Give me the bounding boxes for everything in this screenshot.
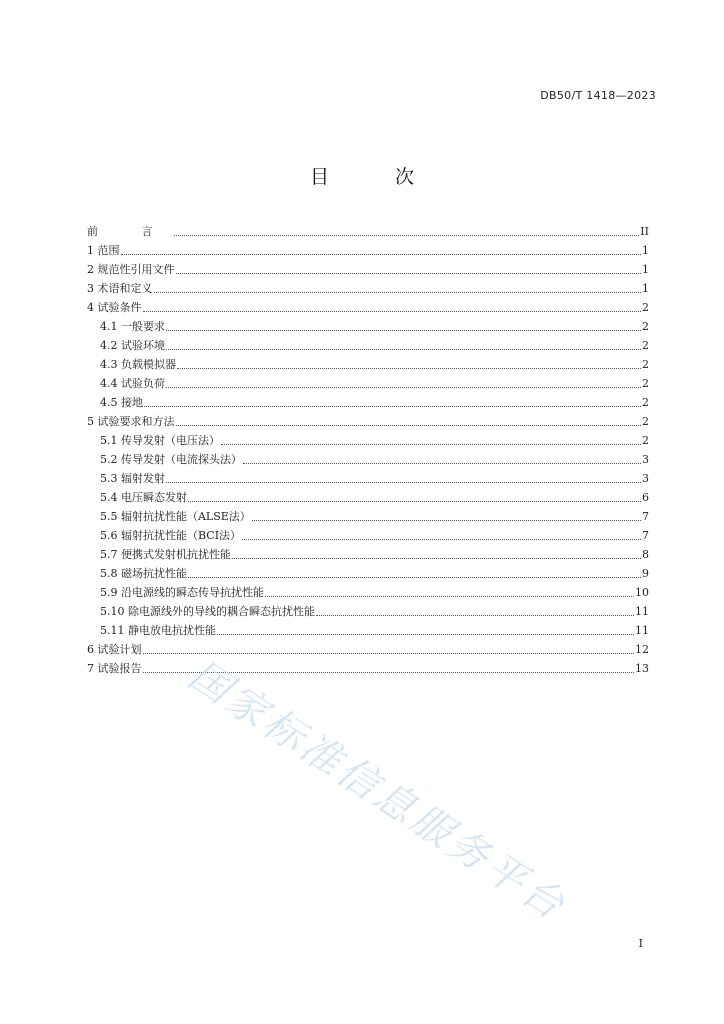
toc-entry-label: 2 规范性引用文件 [87,263,175,276]
toc-entry-label: 前 言 [87,225,173,238]
toc-entry-page: 13 [635,662,649,675]
toc-entry-foreword[interactable] [87,222,649,241]
toc-entry-label: 5.5 辐射抗扰性能（ALSE法） [100,510,251,523]
toc-entry-page: 3 [642,453,649,466]
toc-entry-label: 5.2 传导发射（电流探头法） [100,453,242,466]
toc-entry-page: 1 [642,263,649,276]
toc-entry-4-1[interactable] [87,317,649,336]
toc-entry-label: 5.3 辐射发射 [100,472,165,485]
toc-entry-5-8[interactable] [87,564,649,583]
toc-entry-5-7[interactable] [87,545,649,564]
toc-entry-label: 4.3 负载模拟器 [100,358,176,371]
dot-leader [188,500,641,502]
toc-entry-label: 5.8 磁场抗扰性能 [100,567,187,580]
dot-leader [217,633,634,635]
toc-entry-4-5[interactable] [87,393,649,412]
toc-entry-page: 2 [642,415,649,428]
dot-leader [265,595,634,597]
dot-leader [166,348,641,350]
toc-entry-label: 6 试验计划 [87,643,142,656]
toc-entry-label: 5.7 便携式发射机抗扰性能 [100,548,231,561]
toc-entry-label: 4.2 试验环境 [100,339,165,352]
toc-entry-label: 5.4 电压瞬态发射 [100,491,187,504]
dot-leader [166,329,641,331]
toc-entry-label: 4.4 试验负荷 [100,377,165,390]
dot-leader [316,614,634,616]
dot-leader [176,272,642,274]
toc-entry-page: 2 [642,434,649,447]
dot-leader [166,481,641,483]
toc-entry-5-4[interactable] [87,488,649,507]
table-of-contents [87,222,649,678]
toc-entry-page: 1 [642,282,649,295]
toc-entry-label: 5.11 静电放电抗扰性能 [100,624,216,637]
toc-entry-page: 8 [642,548,649,561]
toc-entry-label: 5.9 沿电源线的瞬态传导抗扰性能 [100,586,264,599]
toc-entry-5-5[interactable] [87,507,649,526]
toc-entry-page: 2 [642,396,649,409]
toc-entry-label: 5.1 传导发射（电压法） [100,434,220,447]
toc-entry-page: 2 [642,320,649,333]
document-code: DB50/T 1418—2023 [540,89,656,102]
toc-entry-page: 10 [635,586,649,599]
toc-entry-label: 4.5 接地 [100,396,143,409]
dot-leader [232,557,641,559]
toc-entry-page: 7 [642,510,649,523]
toc-entry-page: 7 [642,529,649,542]
dot-leader [176,424,642,426]
toc-entry-page: II [640,225,649,238]
dot-leader [121,253,642,255]
toc-entry-4-4[interactable] [87,374,649,393]
toc-entry-page: 12 [635,643,649,656]
toc-entry-5-2[interactable] [87,450,649,469]
toc-entry-5[interactable] [87,412,649,431]
toc-entry-5-10[interactable] [87,602,649,621]
toc-entry-page: 2 [642,377,649,390]
toc-entry-1[interactable] [87,241,649,260]
dot-leader [174,234,640,236]
toc-entry-7[interactable] [87,659,649,678]
toc-entry-page: 1 [642,244,649,257]
toc-entry-4-3[interactable] [87,355,649,374]
toc-entry-page: 9 [642,567,649,580]
toc-entry-3[interactable] [87,279,649,298]
watermark: 国家标准信息服务平台 [180,652,575,931]
toc-entry-2[interactable] [87,260,649,279]
dot-leader [242,538,641,540]
toc-entry-label: 5.6 辐射抗扰性能（BCI法） [100,529,242,542]
toc-entry-4[interactable] [87,298,649,317]
toc-entry-page: 11 [635,624,649,637]
toc-entry-page: 11 [635,605,649,618]
toc-entry-label: 7 试验报告 [87,662,142,675]
dot-leader [143,310,642,312]
dot-leader [166,386,641,388]
dot-leader [177,367,641,369]
toc-entry-label: 5.10 除电源线外的导线的耦合瞬态抗扰性能 [100,605,315,618]
dot-leader [221,443,641,445]
dot-leader [252,519,641,521]
toc-entry-4-2[interactable] [87,336,649,355]
toc-entry-5-9[interactable] [87,583,649,602]
toc-entry-6[interactable] [87,640,649,659]
dot-leader [188,576,641,578]
toc-entry-page: 3 [642,472,649,485]
toc-entry-page: 6 [642,491,649,504]
page-number: I [638,937,643,950]
toc-entry-page: 2 [642,301,649,314]
toc-entry-label: 3 术语和定义 [87,282,153,295]
toc-entry-5-6[interactable] [87,526,649,545]
dot-leader [154,291,642,293]
toc-entry-label: 5 试验要求和方法 [87,415,175,428]
toc-entry-5-3[interactable] [87,469,649,488]
toc-entry-5-1[interactable] [87,431,649,450]
toc-entry-5-11[interactable] [87,621,649,640]
toc-entry-label: 1 范围 [87,244,120,257]
toc-entry-label: 4.1 一般要求 [100,320,165,333]
dot-leader [243,462,641,464]
toc-entry-page: 2 [642,358,649,371]
dot-leader [144,405,641,407]
toc-entry-label: 4 试验条件 [87,301,142,314]
toc-title: 目 次 [309,166,445,188]
toc-entry-page: 2 [642,339,649,352]
